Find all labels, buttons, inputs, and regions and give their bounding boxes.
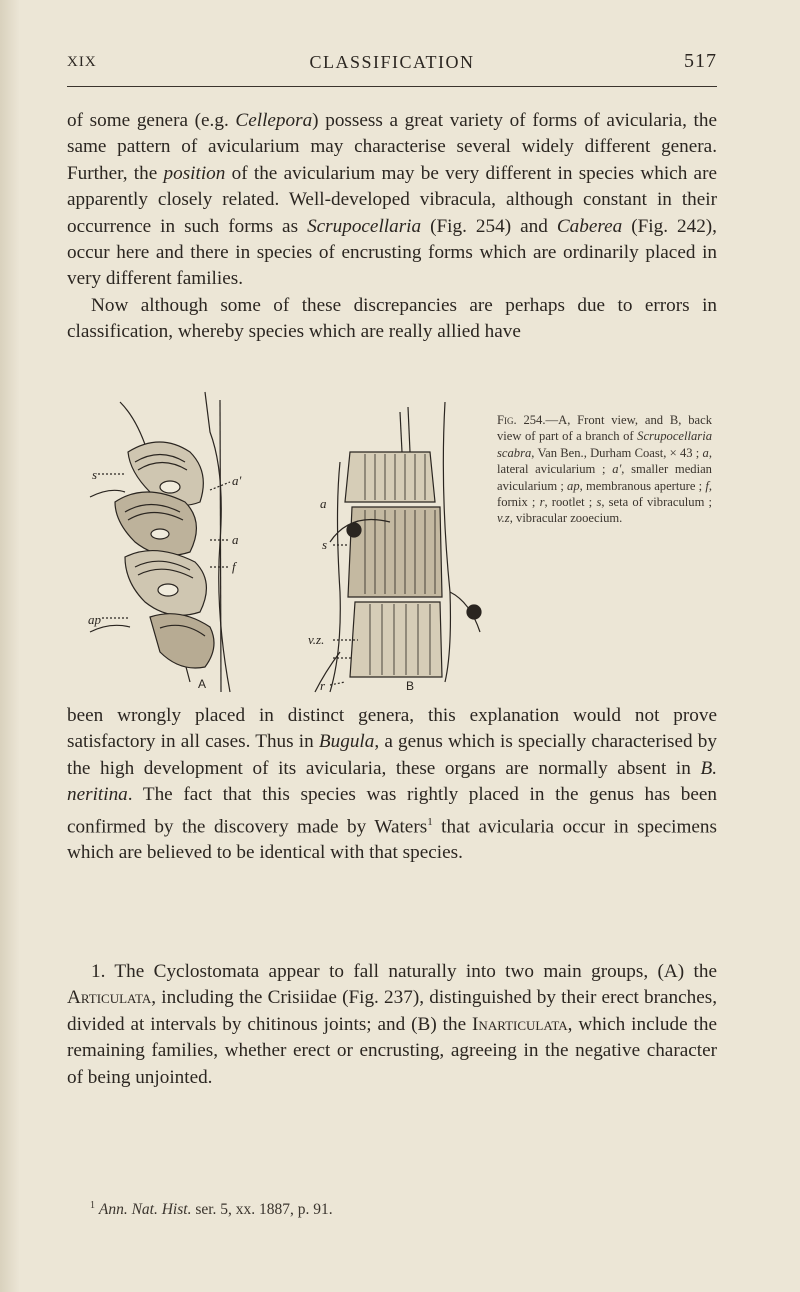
running-title: CLASSIFICATION: [309, 52, 475, 72]
label-a: a: [232, 532, 239, 547]
label-ap: ap: [88, 612, 101, 627]
page-edge-shadow: [0, 0, 20, 1292]
paragraph-3: [67, 703, 717, 867]
species-name: B. neritina: [67, 757, 717, 806]
caption-key: ap: [567, 478, 580, 493]
chapter-number: XIX: [67, 54, 97, 70]
figure-254: [90, 392, 490, 692]
paragraph-2-text: Now although some of these discrepancies are perhaps due to errors in classification, whereby species which are really allied have: [67, 294, 717, 343]
genus-name: Cellepora: [235, 110, 313, 131]
paragraph-4: [67, 959, 717, 1091]
footnote: [90, 1200, 710, 1219]
caption-species: Scrupocellaria scabra: [497, 429, 712, 460]
text-run: 1. The Cyclostomata appear to fall naturally into two main groups, (A) the: [91, 961, 717, 982]
group-name: Inarticulata: [472, 1013, 568, 1035]
footnote-reference[interactable]: 1: [427, 815, 433, 828]
caption-text: , seta of vibraculum ;: [601, 495, 713, 510]
paragraph-1: [67, 108, 717, 346]
journal-title: Ann. Nat. Hist.: [98, 1201, 192, 1219]
group-name: Articulata: [67, 987, 152, 1009]
text-run: (Fig. 254) and: [421, 215, 557, 237]
text-run: (Fig. 242), occur here and there in species of encrusting forms which are ordinarily placed in very different families.: [67, 215, 717, 290]
caption-text: , lateral avicularium ;: [497, 445, 712, 477]
text-run: ) possess a great variety of forms of avicularia, the same pattern of avicularium may characterise several widely different genera. Further, the: [67, 110, 717, 184]
caption-text: , membranous aperture ;: [579, 478, 706, 493]
caption-text: —A, Front view, and B, back view of part of a branch of: [497, 413, 712, 444]
caption-key: v.z: [497, 511, 510, 526]
running-head: [67, 50, 717, 80]
text-run: , a genus which is specially characterised by the high development of its avicularia, these organs are normally absent in: [67, 731, 717, 779]
caption-key: r: [539, 495, 545, 510]
text-run: of the avicularium may be very different in species which are apparently closely related. Well-developed vibracula, although constant in their occurrence in such forms as: [67, 162, 717, 237]
panel-a-drawing: [90, 392, 230, 692]
text-run: . The fact that this species was rightly placed in the genus has been confirmed by the discovery made by Waters: [67, 784, 717, 838]
label-b-s: s: [322, 537, 328, 552]
citation-details: ser. 5, xx. 1887, p. 91.: [191, 1201, 333, 1219]
panel-b-drawing: [315, 402, 481, 692]
caption-fig-number: Fig. 254.: [497, 413, 546, 427]
text-run: been wrongly placed in distinct genera, this explanation would not prove satisfactory in all cases. Thus in: [67, 705, 717, 753]
panel-label-b: B: [406, 679, 415, 693]
caption-text: , vibracular zooecium.: [509, 511, 623, 526]
label-r: r: [320, 678, 326, 693]
text-run: , including the Crisiidae (Fig. 237), distinguished by their erect branches, divided at intervals by chitinous joints; and (B) the: [67, 987, 717, 1035]
text-run: that avicularia occur in specimens which are believed to be identical with that species.: [67, 816, 717, 864]
caption-key: s: [596, 495, 602, 510]
caption-key: a: [702, 445, 709, 460]
caption-text: , smaller median avicularium ;: [497, 462, 712, 493]
genus-name: Caberea: [556, 215, 623, 237]
footnote-mark: 1: [90, 1200, 95, 1211]
emphasis: position: [163, 162, 226, 184]
header-rule: [67, 86, 717, 87]
genus-name: Scrupocellaria: [307, 215, 422, 237]
caption-text: , Van Ben., Durham Coast, × 43 ;: [531, 445, 703, 460]
caption-key: f: [705, 478, 709, 493]
panel-label-a: A: [198, 677, 207, 691]
genus-name: Bugula: [318, 731, 375, 753]
figure-illustration: [90, 392, 490, 692]
label-s: s: [92, 467, 98, 482]
text-run: , which include the remaining families, whether erect or encrusting, agreeing in the negative character of being unjointed.: [67, 1013, 717, 1088]
figure-caption: [497, 412, 712, 527]
label-f: f: [232, 559, 236, 574]
label-b-a: a: [320, 496, 327, 511]
label-vz: v.z.: [308, 632, 325, 647]
label-a-prime: a': [232, 473, 242, 488]
text-run: of some genera (e.g.: [67, 110, 236, 131]
page-number: 517: [684, 50, 717, 72]
caption-text: , rootlet ;: [544, 495, 597, 510]
caption-key: a': [612, 462, 622, 477]
caption-text: , fornix ;: [497, 478, 712, 510]
